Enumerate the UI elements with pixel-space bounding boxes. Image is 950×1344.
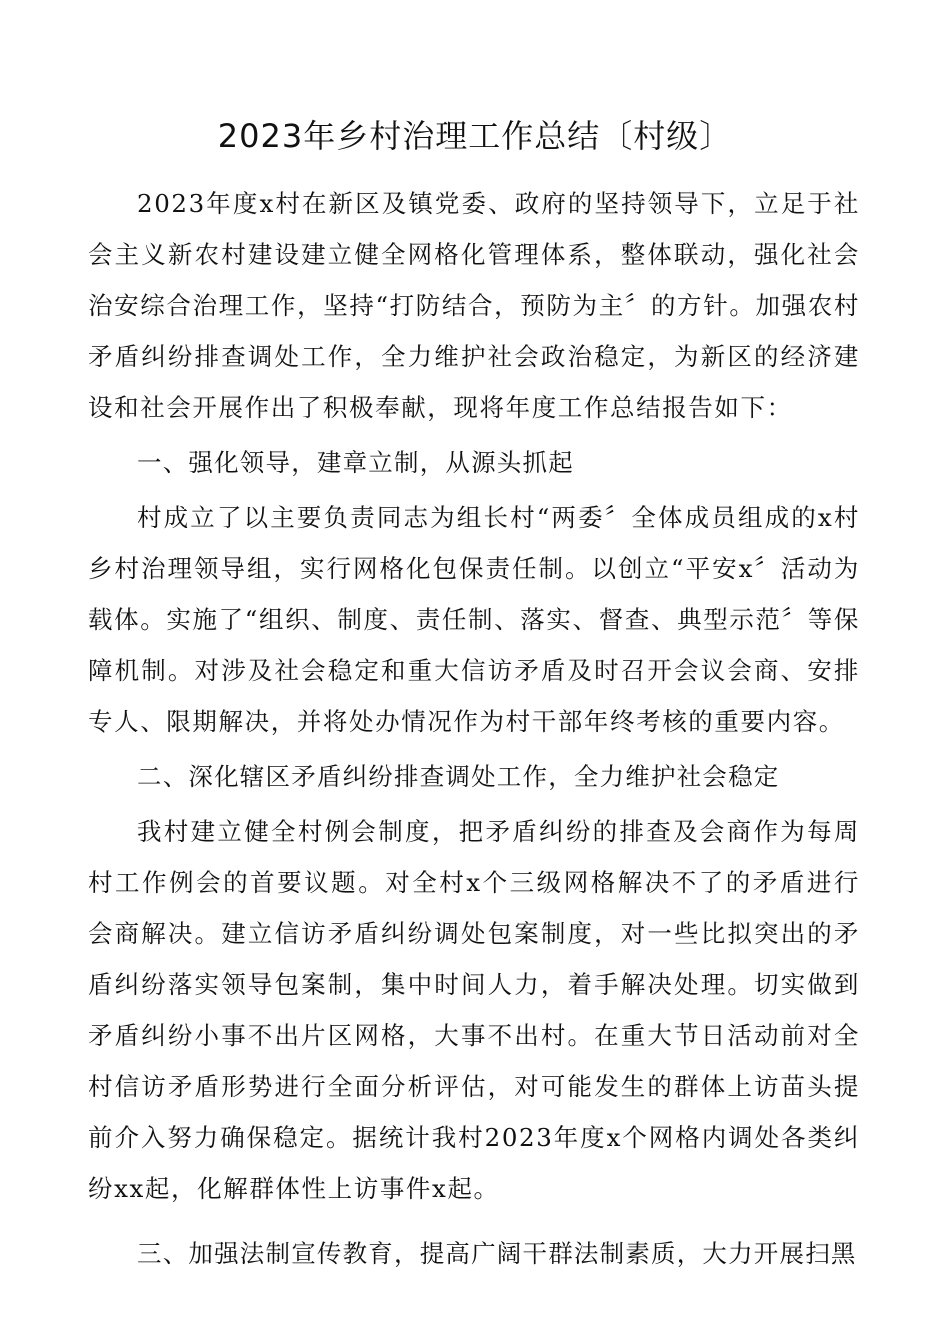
intro-paragraph: 2023年度x村在新区及镇党委、政府的坚持领导下，立足于社会主义新农村建设建立健全网格化管理体系，整体联动，强化社会治安综合治理工作，坚持“打防结合，预防为主〞的方针。加强农村矛盾纠纷排查调处工作，全力维护社会政治稳定，为新区的经济建设和社会开展作出了积极奉献，现将年度工作总结报告如下： (88, 189, 860, 422)
section-3-heading: 三、加强法制宣传教育，提高广阔干群法制素质，大力开展扫黑 (137, 1239, 857, 1268)
section-2-paragraph: 我村建立健全村例会制度，把矛盾纠纷的排查及会商作为每周村工作例会的首要议题。对全村x个三级网格解决不了的矛盾进行会商解决。建立信访矛盾纠纷调处包案制度，对一些比拟突出的矛盾纠纷落实领导包案制，集中时间人力，着手解决处理。切实做到矛盾纠纷小事不出片区网格，大事不出村。在重大节日活动前对全村信访矛盾形势进行全面分析评估，对可能发生的群体上访苗头提前介入努力确保稳定。据统计我村2023年度x个网格内调处各类纠纷xx起，化解群体性上访事件x起。 (88, 817, 860, 1203)
spacer (88, 1214, 860, 1228)
section-1-paragraph: 村成立了以主要负责同志为组长村“两委〞全体成员组成的x村乡村治理领导组，实行网格化包保责任制。以创立“平安x〞活动为载体。实施了“组织、制度、责任制、落实、督查、典型示范〞等保障机制。对涉及社会稳定和重大信访矛盾及时召开会议会商、安排专人、限期解决，并将处办情况作为村干部年终考核的重要内容。 (88, 503, 860, 736)
section-1-heading: 一、强化领导，建章立制，从源头抓起 (137, 448, 574, 477)
section-2-heading: 二、深化辖区矛盾纠纷排查调处工作，全力维护社会稳定 (137, 762, 780, 791)
document-body (88, 178, 860, 1279)
document-title: 2023年乡村治理工作总结〔村级〕 (217, 117, 733, 155)
